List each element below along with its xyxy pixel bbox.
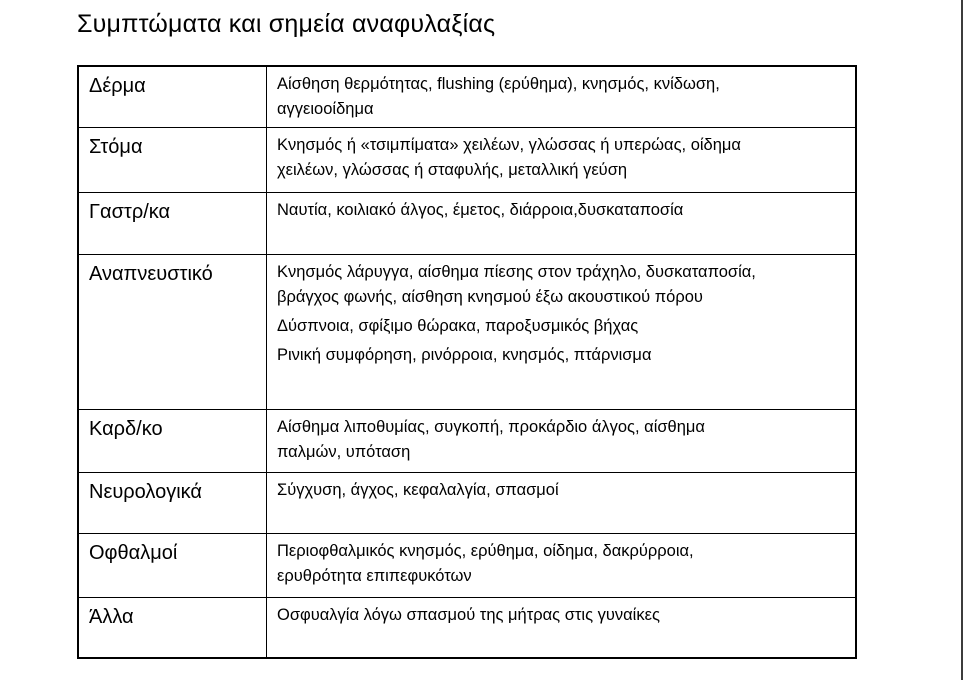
description-cell: [267, 533, 857, 597]
description-line: Ρινική συμφόρηση, ρινόρροια, κνησμός, πτάρνισμα: [277, 345, 652, 364]
description-line: αγγειοοίδημα: [277, 100, 374, 118]
table-row: [78, 66, 856, 127]
table-row: [78, 597, 856, 658]
category-cell: Γαστρ/κα: [78, 192, 267, 254]
description-cell: [267, 66, 857, 127]
page-title: Συμπτώματα και σημεία αναφυλαξίας: [77, 10, 496, 38]
table-row: [78, 254, 856, 409]
category-cell: Αναπνευστικό: [78, 254, 267, 409]
table-row: [78, 409, 856, 472]
description-line: Οσφυαλγία λόγω σπασμού της μήτρας στις γυναίκες: [277, 605, 660, 624]
description-line: Αίσθηση θερμότητας, flushing (ερύθημα), κνησμός, κνίδωση,: [277, 75, 720, 93]
description-cell: [267, 192, 857, 254]
description-cell: [267, 597, 857, 658]
description-line: Κνησμός ή «τσιμπίματα» χειλέων, γλώσσας ή υπερώας, οίδημα: [277, 135, 741, 154]
table-row: [78, 192, 856, 254]
category-cell: Οφθαλμοί: [78, 533, 267, 597]
category-cell: Στόμα: [78, 127, 267, 192]
symptoms-table: [77, 65, 857, 659]
description-line: Κνησμός λάρυγγα, αίσθημα πίεσης στον τράχηλο, δυσκαταποσία,: [277, 262, 756, 281]
description-line: Περιοφθαλμικός κνησμός, ερύθημα, οίδημα, δακρύρροια,: [277, 541, 694, 560]
description-cell: [267, 472, 857, 533]
description-cell: [267, 254, 857, 409]
category-cell: Δέρμα: [78, 66, 267, 127]
description-line: βράγχος φωνής, αίσθηση κνησμού έξω ακουστικού πόρου: [277, 287, 703, 306]
description-line: παλμών, υπόταση: [277, 442, 411, 461]
table-row: [78, 472, 856, 533]
description-line: Σύγχυση, άγχος, κεφαλαλγία, σπασμοί: [277, 480, 559, 499]
description-line: Αίσθημα λιποθυμίας, συγκοπή, προκάρδιο άλγος, αίσθημα: [277, 417, 705, 436]
description-line: Ναυτία, κοιλιακό άλγος, έμετος, διάρροια,δυσκαταποσία: [277, 200, 684, 219]
table-row: [78, 533, 856, 597]
table-row: [78, 127, 856, 192]
category-cell: Καρδ/κο: [78, 409, 267, 472]
category-cell: Νευρολογικά: [78, 472, 267, 533]
description-cell: [267, 409, 857, 472]
description-line: Δύσπνοια, σφίξιμο θώρακα, παροξυσμικός βήχας: [277, 316, 639, 335]
description-cell: [267, 127, 857, 192]
description-line: χειλέων, γλώσσας ή σταφυλής, μεταλλική γεύση: [277, 160, 628, 179]
description-line: ερυθρότητα επιπεφυκότων: [277, 566, 472, 585]
category-cell: Άλλα: [78, 597, 267, 658]
